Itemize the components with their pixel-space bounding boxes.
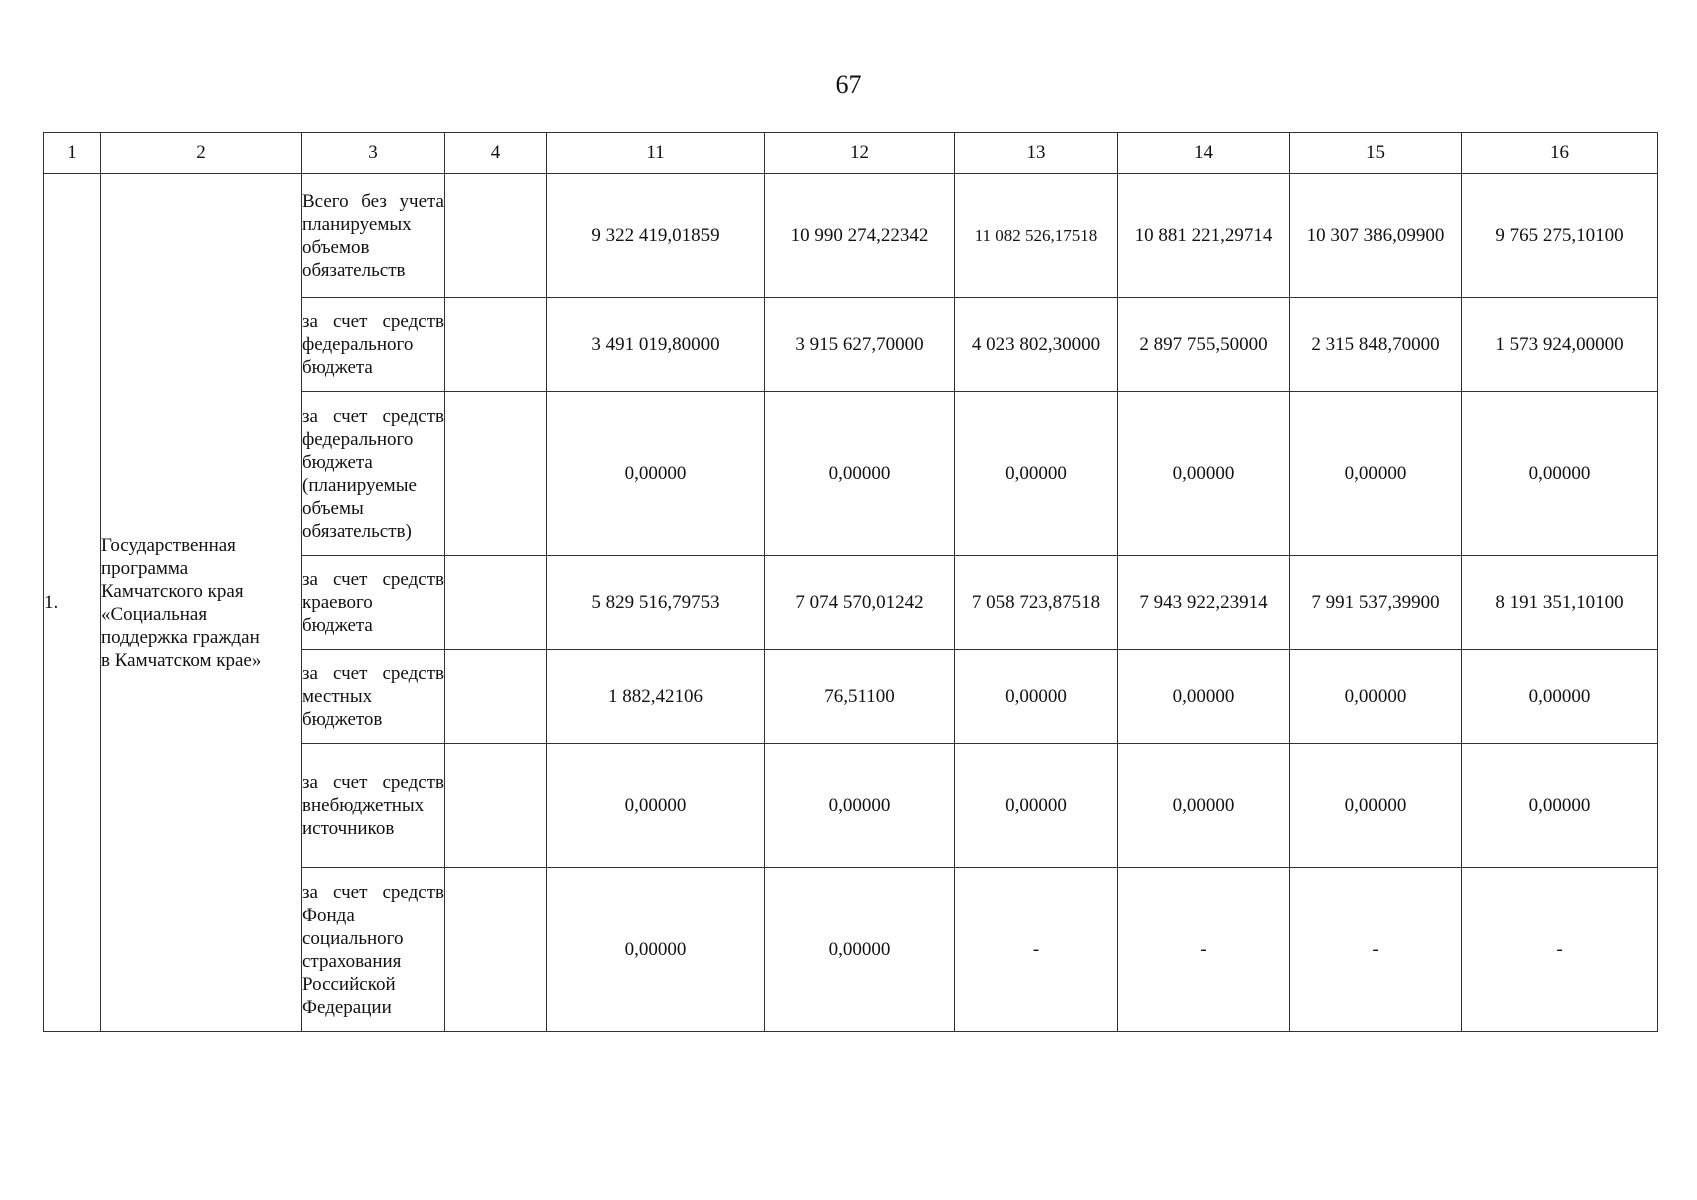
value-cell: 0,00000 — [547, 744, 765, 868]
header-col-2: 2 — [101, 133, 302, 174]
value-cell: 0,00000 — [765, 744, 955, 868]
program-line: программа — [101, 557, 189, 579]
funding-source: за счет средств внебюджетных источников — [302, 744, 445, 868]
funding-source: за счет средств федерального бюджета — [302, 298, 445, 392]
program-line: «Социальная — [101, 603, 208, 625]
value-cell: 9 765 275,10100 — [1462, 174, 1658, 298]
value-cell: 11 082 526,17518 — [955, 174, 1118, 298]
program-line: Государственная — [101, 534, 236, 556]
col4-cell — [445, 174, 547, 298]
value-cell: 7 991 537,39900 — [1290, 556, 1462, 650]
value-cell: 1 882,42106 — [547, 650, 765, 744]
value-cell: 0,00000 — [1462, 744, 1658, 868]
value-cell: 76,51100 — [765, 650, 955, 744]
header-col-3: 3 — [302, 133, 445, 174]
value-cell: 5 829 516,79753 — [547, 556, 765, 650]
value-cell: - — [955, 868, 1118, 1032]
col4-cell — [445, 556, 547, 650]
header-col-12: 12 — [765, 133, 955, 174]
funding-source: за счет средств федерального бюджета (планируемые объемы обязательств) — [302, 392, 445, 556]
program-line: поддержка граждан — [101, 626, 260, 648]
header-col-16: 16 — [1462, 133, 1658, 174]
value-cell: 10 881 221,29714 — [1118, 174, 1290, 298]
value-cell: 0,00000 — [1290, 650, 1462, 744]
header-col-15: 15 — [1290, 133, 1462, 174]
value-cell: 9 322 419,01859 — [547, 174, 765, 298]
value-cell: 1 573 924,00000 — [1462, 298, 1658, 392]
value-cell: 0,00000 — [955, 650, 1118, 744]
program-line: в Камчатском крае» — [101, 649, 262, 671]
value-cell: - — [1462, 868, 1658, 1032]
program-name — [101, 174, 302, 1032]
value-cell: 0,00000 — [547, 868, 765, 1032]
value-cell: - — [1290, 868, 1462, 1032]
value-cell: 0,00000 — [547, 392, 765, 556]
value-cell: 7 943 922,23914 — [1118, 556, 1290, 650]
item-number: 1. — [44, 174, 101, 1032]
value-cell: 0,00000 — [1118, 744, 1290, 868]
funding-source: за счет средств местных бюджетов — [302, 650, 445, 744]
header-col-4: 4 — [445, 133, 547, 174]
value-cell: 0,00000 — [1290, 744, 1462, 868]
value-cell: 7 058 723,87518 — [955, 556, 1118, 650]
value-cell: 0,00000 — [765, 392, 955, 556]
col4-cell — [445, 744, 547, 868]
value-cell: 10 990 274,22342 — [765, 174, 955, 298]
value-cell: 2 315 848,70000 — [1290, 298, 1462, 392]
header-col-14: 14 — [1118, 133, 1290, 174]
value-cell: 3 915 627,70000 — [765, 298, 955, 392]
header-row — [44, 133, 1658, 174]
value-cell: 0,00000 — [1462, 650, 1658, 744]
value-cell: - — [1118, 868, 1290, 1032]
funding-source: за счет средств Фонда социального страхования Российской Федерации — [302, 868, 445, 1032]
value-cell: 4 023 802,30000 — [955, 298, 1118, 392]
header-col-11: 11 — [547, 133, 765, 174]
funding-table — [43, 132, 1658, 1032]
value-cell: 0,00000 — [955, 744, 1118, 868]
funding-source: за счет средств краевого бюджета — [302, 556, 445, 650]
value-cell: 0,00000 — [1118, 650, 1290, 744]
page-number: 67 — [835, 70, 862, 99]
program-line: Камчатского края — [101, 580, 244, 602]
value-cell: 0,00000 — [955, 392, 1118, 556]
value-cell: 3 491 019,80000 — [547, 298, 765, 392]
col4-cell — [445, 650, 547, 744]
table-row — [44, 174, 1658, 298]
value-cell: 0,00000 — [765, 868, 955, 1032]
header-col-1: 1 — [44, 133, 101, 174]
funding-source: Всего без учета планируемых объемов обязательств — [302, 174, 445, 298]
col4-cell — [445, 868, 547, 1032]
col4-cell — [445, 298, 547, 392]
value-cell: 0,00000 — [1118, 392, 1290, 556]
header-col-13: 13 — [955, 133, 1118, 174]
value-cell: 7 074 570,01242 — [765, 556, 955, 650]
value-cell: 2 897 755,50000 — [1118, 298, 1290, 392]
col4-cell — [445, 392, 547, 556]
value-cell: 10 307 386,09900 — [1290, 174, 1462, 298]
value-cell: 0,00000 — [1462, 392, 1658, 556]
value-cell: 0,00000 — [1290, 392, 1462, 556]
value-cell: 8 191 351,10100 — [1462, 556, 1658, 650]
